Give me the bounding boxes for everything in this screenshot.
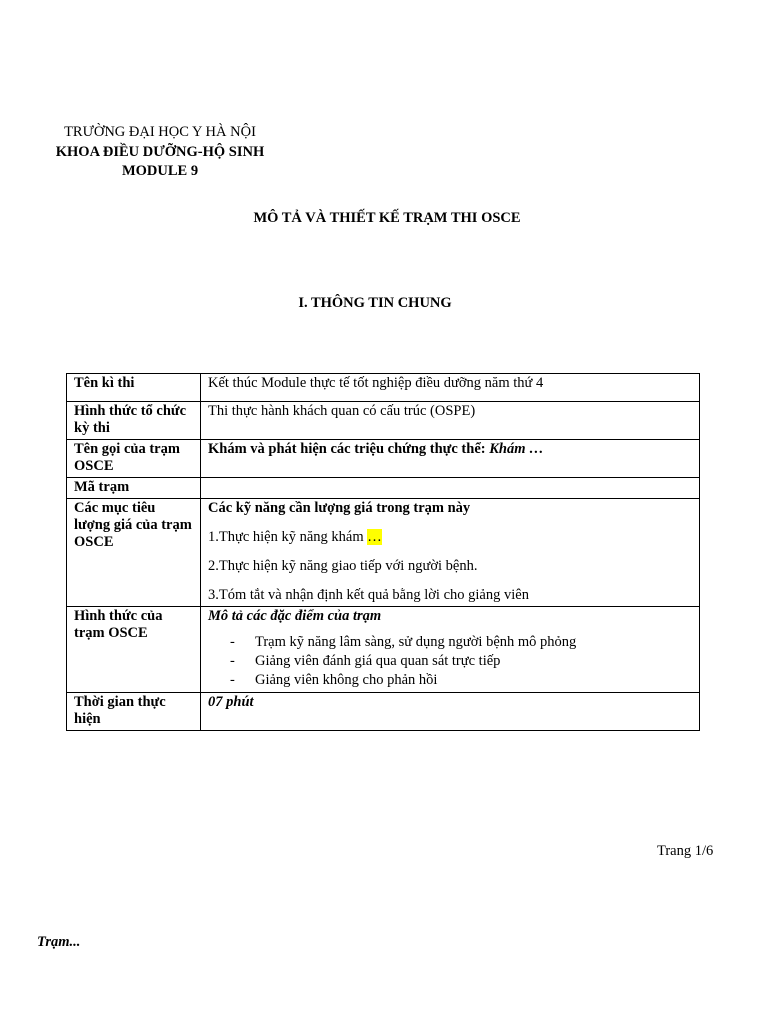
objectives-heading: Các kỹ năng cần lượng giá trong trạm này (208, 500, 471, 516)
school-name: TRƯỜNG ĐẠI HỌC Y HÀ NỘI (64, 124, 256, 140)
exam-format-label: Hình thức tổ chức kỳ thi (67, 402, 201, 440)
station-feature-list (208, 633, 693, 690)
table-row (67, 499, 700, 607)
list-item: - Trạm kỹ năng lâm sàng, sử dụng người bệnh mô phỏng (230, 633, 693, 652)
objective-item-3: 3.Tóm tắt và nhận định kết quả bằng lời cho giảng viên (208, 587, 529, 603)
faculty-name: KHOA ĐIỀU DƯỠNG-HỘ SINH (55, 144, 265, 160)
station-format-value (201, 607, 700, 693)
list-item: - Giảng viên đánh giá qua quan sát trực tiếp (230, 652, 693, 671)
table-row (67, 478, 700, 499)
module-name: MODULE 9 (121, 163, 199, 179)
objectives-value (201, 499, 700, 607)
station-format-label: Hình thức của trạm OSCE (67, 607, 201, 693)
duration-label: Thời gian thực hiện (67, 693, 201, 731)
document-title: MÔ TẢ VÀ THIẾT KẾ TRẠM THI OSCE (253, 210, 521, 226)
station-format-heading: Mô tả các đặc điểm của trạm (208, 608, 382, 624)
station-code-value (201, 478, 700, 499)
table-row (67, 607, 700, 693)
exam-format-value: Thi thực hành khách quan có cấu trúc (OSPE) (201, 402, 700, 440)
duration-value: 07 phút (201, 693, 700, 731)
footer-station: Trạm... (37, 934, 81, 950)
list-item: - Giảng viên không cho phản hồi (230, 671, 693, 690)
station-name-italic: Khám … (489, 441, 544, 457)
exam-name-label: Tên kì thi (67, 374, 201, 402)
table-row (67, 402, 700, 440)
table-row (67, 374, 700, 402)
section-title: I. THÔNG TIN CHUNG (298, 295, 452, 311)
exam-name-value: Kết thúc Module thực tế tốt nghiệp điều dưỡng năm thứ 4 (201, 374, 700, 402)
station-name-value (201, 440, 700, 478)
objective-item-1: 1.Thực hiện kỹ năng khám … (208, 529, 382, 545)
page-number: Trang 1/6 (657, 843, 714, 859)
objectives-label: Các mục tiêu lượng giá của trạm OSCE (67, 499, 201, 607)
station-name-label: Tên gọi của trạm OSCE (67, 440, 201, 478)
table-row (67, 440, 700, 478)
objective-item-2: 2.Thực hiện kỹ năng giao tiếp với người bệnh. (208, 558, 478, 574)
station-name-bold: Khám và phát hiện các triệu chứng thực thể: (208, 441, 490, 457)
table-row (67, 693, 700, 731)
general-info-table (66, 373, 700, 731)
station-code-label: Mã trạm (67, 478, 201, 499)
highlighted-ellipsis: … (367, 529, 382, 545)
